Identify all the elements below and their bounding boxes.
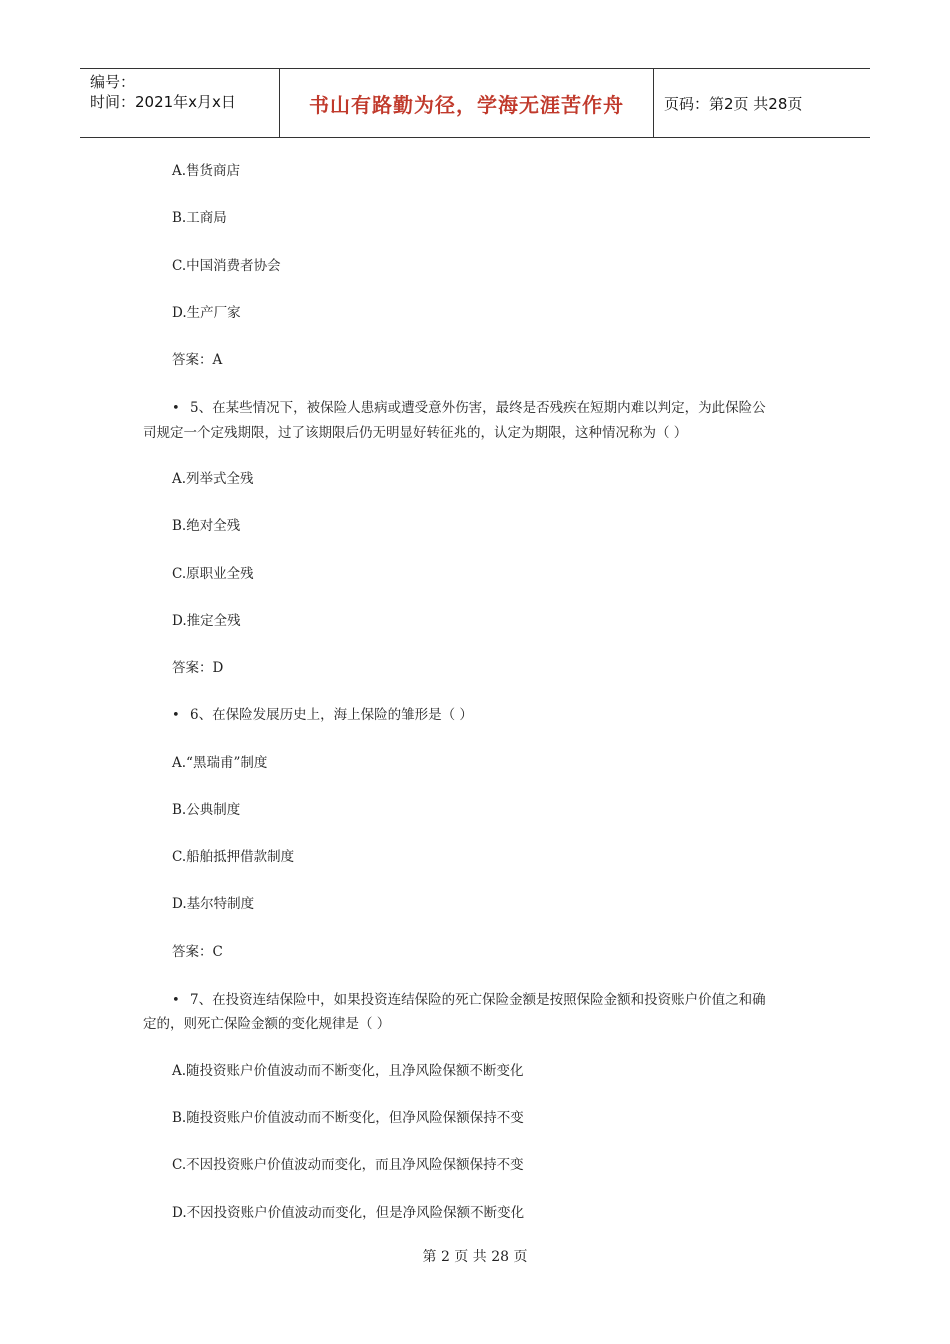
header-motto-cell [280, 69, 654, 137]
page-footer: 第 2 页 共 28 页 [422, 1249, 528, 1265]
answer-q6: 答案：C [172, 944, 223, 960]
option-q6-b: B.公典制度 [172, 802, 241, 818]
option-q4-b: B.工商局 [172, 210, 227, 226]
question-5 [172, 398, 766, 419]
question-5-line1: 5、在某些情况下，被保险人患病或遭受意外伤害，最终是否残疾在短期内难以判定，为此保险公 [190, 400, 766, 416]
question-5-line2: 司规定一个定残期限，过了该期限后仍无明显好转征兆的，认定为期限，这种情况称为（ ） [143, 425, 688, 441]
header-meta [80, 69, 280, 137]
question-7-line2: 定的，则死亡保险金额的变化规律是（ ） [143, 1016, 391, 1032]
page-header [80, 68, 870, 138]
option-q4-c: C.中国消费者协会 [172, 258, 281, 274]
option-q7-d: D.不因投资账户价值波动而变化，但是净风险保额不断变化 [172, 1205, 525, 1221]
option-q5-d: D.推定全残 [172, 613, 241, 629]
bullet-icon: • [172, 708, 180, 723]
serial-label: 编号： [90, 73, 136, 91]
bullet-icon: • [172, 993, 180, 1008]
option-q7-a: A.随投资账户价值波动而不断变化，且净风险保额不断变化 [172, 1063, 524, 1079]
option-q5-a: A.列举式全残 [172, 471, 254, 487]
option-q5-c: C.原职业全残 [172, 566, 254, 582]
option-q6-c: C.船舶抵押借款制度 [172, 849, 295, 865]
bullet-icon: • [172, 401, 180, 416]
answer-q5: 答案：D [172, 660, 224, 676]
question-6-line1: 6、在保险发展历史上，海上保险的雏形是（ ） [190, 707, 473, 723]
option-q6-a: A.“黑瑞甫”制度 [172, 755, 268, 771]
option-q5-b: B.绝对全残 [172, 518, 241, 534]
question-6 [172, 705, 473, 726]
question-7 [172, 990, 766, 1011]
option-q7-b: B.随投资账户价值波动而不断变化，但净风险保额保持不变 [172, 1110, 524, 1126]
option-q7-c: C.不因投资账户价值波动而变化，而且净风险保额保持不变 [172, 1157, 524, 1173]
answer-q4: 答案：A [172, 352, 223, 368]
page-info: 页码：第2页 共28页 [664, 94, 803, 113]
question-7-line1: 7、在投资连结保险中，如果投资连结保险的死亡保险金额是按照保险金额和投资账户价值之和确 [190, 992, 766, 1008]
option-q4-a: A.售货商店 [172, 163, 241, 179]
header-motto: 书山有路勤为径，学海无涯苦作舟 [309, 92, 624, 117]
time-label: 时间：2021年x月x日 [90, 93, 236, 111]
option-q4-d: D.生产厂家 [172, 305, 241, 321]
option-q6-d: D.基尔特制度 [172, 896, 255, 912]
